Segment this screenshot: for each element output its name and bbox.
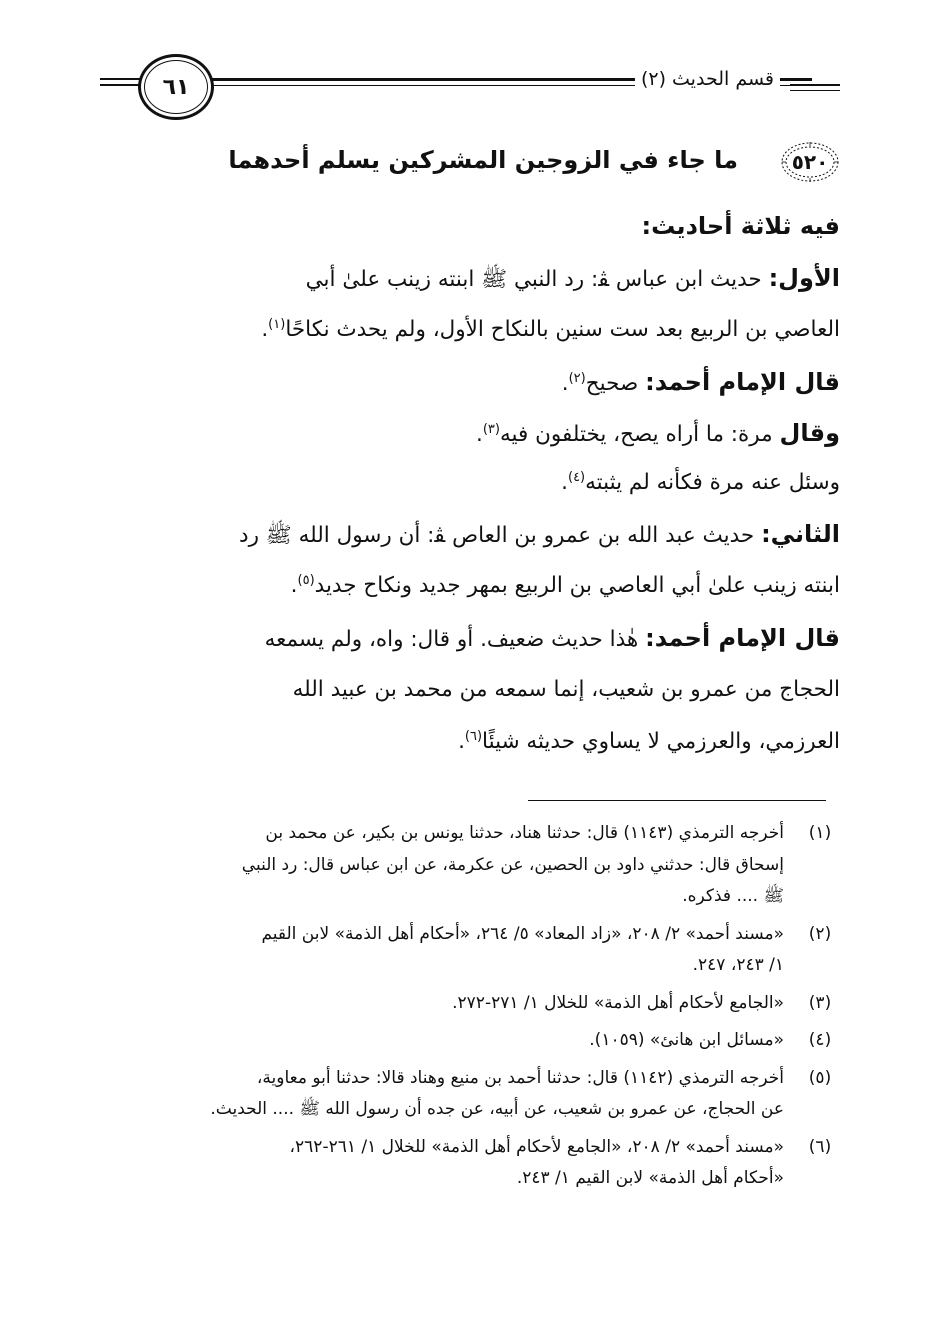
footnote-number: (٥) [808,1067,832,1088]
footnote-line: إسحاق قال: حدثني داود بن الحصين، عن عكرمة، عن ابن عباس قال: رد النبي [241,854,784,875]
footnotes [102,818,840,1195]
hadith-2-text: حديث عبد الله بن عمرو بن العاص ﭭ: أن رسول الله ﷺ رد [239,523,755,548]
hadith-1-lead: الأول: [768,264,840,292]
chapter-heading [200,140,840,190]
sentence-end: . [476,422,483,447]
page-number-badge [138,54,214,120]
footnote-line: أخرجه الترمذي (١١٤٣) قال: حدثنا هناد، حدثنا يونس بن بكير، عن محمد بن [265,823,784,843]
footnote-separator [528,800,826,801]
footnote-ref[interactable]: (٣) [482,421,500,437]
hadith-1-text: حديث ابن عباس ﭭ: رد النبي ﷺ ابنته زينب علىٰ أبي [305,267,762,292]
footnote-line: عن الحجاج، عن عمرو بن شعيب، عن أبيه، عن جده أن رسول الله ﷺ .... الحديث. [210,1099,784,1119]
footnote-line: «مسائل ابن هانئ» (١٠٥٩). [589,1030,784,1050]
footnote-number: (٢) [808,923,832,944]
ahmad-verdict-text: مرة: ما أراه يصح، يختلفون فيه [499,422,773,447]
sentence-end: . [561,371,569,396]
hadith-2-line-1 [102,508,840,560]
footnote [102,818,840,913]
ahmad-verdict-text: هٰذا حديث ضعيف. أو قال: واه، ولم يسمعه [264,627,639,652]
footnote-line: أخرجه الترمذي (١١٤٢) قال: حدثنا أحمد بن منيع وهناد قالا: حدثنا أبو معاوية، [256,1067,784,1088]
hadith-2-line-2 [102,560,840,612]
footnote-ref[interactable]: (١) [268,316,286,332]
footnote [102,988,840,1020]
hadith-2-text: ابنته زينب علىٰ أبي العاصي بن الربيع بمهر جديد ونكاح جديد [314,573,840,598]
ahmad-verdict-text: صحيح [585,371,639,396]
ahmad-verdict-2 [102,408,840,458]
ahmad-lead: قال الإمام أحمد: [645,624,840,652]
footnote-ref[interactable]: (٤) [567,469,586,485]
header-rule [100,84,142,86]
ahmad-verdict-text: وسئل عنه مرة فكأنه لم يثبته [585,470,840,495]
ahmad-verdict-text: الحجاج من عمرو بن شعيب، إنما سمعه من محمد بن عبيد الله [292,677,840,702]
footnote [102,1132,840,1195]
footnote-number: (١) [808,823,832,843]
footnote-line: «مسند أحمد» ٢/ ٢٠٨، «زاد المعاد» ٥/ ٢٦٤، «أحكام أهل الذمة» لابن القيم [261,923,784,944]
ahmad-lead: قال الإمام أحمد: [645,368,840,396]
ahmad-verdict-3 [102,458,840,508]
intro-text: فيه ثلاثة أحاديث: [641,212,840,240]
sentence-end: . [458,729,465,754]
sentence-end: . [261,317,269,342]
footnote-number: (٦) [808,1136,832,1157]
hadith-2-lead: الثاني: [761,520,840,548]
footnote-ref[interactable]: (٦) [464,728,483,744]
intro-line [102,200,840,252]
chapter-number-medallion [780,140,840,184]
footnote [102,919,840,982]
footnote-line: «الجامع لأحكام أهل الذمة» للخلال ١/ ٢٧١-٢٧٢. [452,992,784,1013]
chapter-title: ما جاء في الزوجين المشركين يسلم أحدهما [228,146,738,174]
header-rule [790,84,840,86]
main-text [102,200,840,768]
footnote-line: ١/ ٢٤٣، ٢٤٧. [692,955,784,975]
footnote-ref[interactable]: (٥) [297,572,315,588]
footnote-line: «مسند أحمد» ٢/ ٢٠٨، «الجامع لأحكام أهل الذمة» للخلال ١/ ٢٦١-٢٦٢، [289,1136,784,1157]
chapter-number: ٥٢٠ [791,150,829,174]
header-rule [790,90,840,91]
hadith-1-text: العاصي بن الربيع بعد ست سنين بالنكاح الأول، ولم يحدث نكاحًا [285,317,840,342]
hadith-1-line-2 [102,304,840,356]
hadith-1-line-1 [102,252,840,304]
footnote-ref[interactable]: (٢) [568,370,586,386]
footnote [102,1025,840,1057]
footnote-line: ﷺ .... فذكره. [682,886,784,906]
ahmad-lead: وقال [779,419,840,447]
running-header [100,60,840,130]
ahmad-verdict-4-line-3 [102,716,840,768]
ahmad-verdict-text: العرزمي، والعرزمي لا يساوي حديثه شيئًا [482,729,840,754]
footnote [102,1063,840,1126]
ahmad-verdict-4-line-1 [102,612,840,664]
footnote-number: (٤) [808,1030,832,1050]
footnote-line: «أحكام أهل الذمة» لابن القيم ١/ ٢٤٣. [516,1168,784,1188]
page-number: ٦١ [162,74,190,100]
ahmad-verdict-1 [102,356,840,408]
sentence-end: . [290,573,298,598]
header-rule [100,78,142,80]
running-title: قسم الحديث (٢) [635,68,780,90]
sentence-end: . [561,470,568,495]
ahmad-verdict-4-line-2 [102,664,840,716]
footnote-number: (٣) [808,992,832,1013]
